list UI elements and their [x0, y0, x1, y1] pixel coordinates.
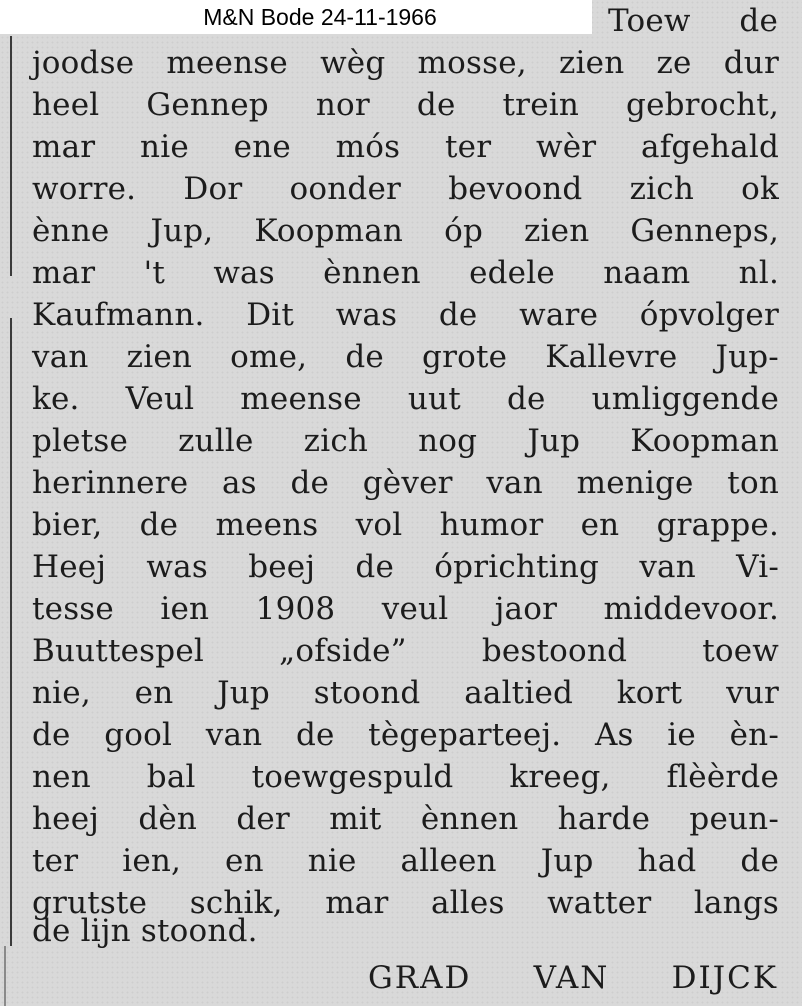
column-rule [4, 946, 6, 1006]
article-line: joodse meense wèg mosse, zien ze dur [32, 45, 779, 81]
article-line: ter ien, en nie alleen Jup had de [32, 843, 779, 879]
article-line: heej dèn der mit ènnen harde peun- [32, 801, 779, 837]
article-line: de lijn stoond. [32, 913, 258, 949]
article-line: nie, en Jup stoond aaltied kort vur [32, 675, 779, 711]
article-line: van zien ome, de grote Kallevre Jup- [32, 339, 779, 375]
article-line: heel Gennep nor de trein gebrocht, [32, 87, 779, 123]
column-rule [10, 36, 12, 276]
article-line: Toew de [608, 3, 778, 39]
article-line: Heej was beej de óprichting van Vi- [32, 549, 779, 585]
source-label: M&N Bode 24-11-1966 [0, 0, 592, 34]
column-rule [10, 318, 12, 946]
article-line: grutste schik, mar alles watter langs [32, 885, 779, 921]
article-line: Kaufmann. Dit was de ware ópvolger [32, 297, 779, 333]
article-line: mar nie ene mós ter wèr afgehald [32, 129, 779, 165]
article-line: herinnere as de gèver van menige ton [32, 465, 779, 501]
article-line: tesse ien 1908 veul jaor middevoor. [32, 591, 779, 627]
article-line: bier, de meens vol humor en grappe. [32, 507, 779, 543]
article-line: nen bal toewgespuld kreeg, flèèrde [32, 759, 779, 795]
article-line: pletse zulle zich nog Jup Koopman [32, 423, 779, 459]
article-line: de gool van de tègeparteej. As ie èn- [32, 717, 779, 753]
byline: GRAD VAN DIJCK [368, 960, 778, 996]
article-line: mar 't was ènnen edele naam nl. [32, 255, 779, 291]
article-line: Buuttespel „ofside” bestoond toew [32, 633, 779, 669]
article-line: worre. Dor oonder bevoond zich ok [32, 171, 779, 207]
article-line: ènne Jup, Koopman óp zien Genneps, [32, 213, 779, 249]
article-line: ke. Veul meense uut de umliggende [32, 381, 779, 417]
